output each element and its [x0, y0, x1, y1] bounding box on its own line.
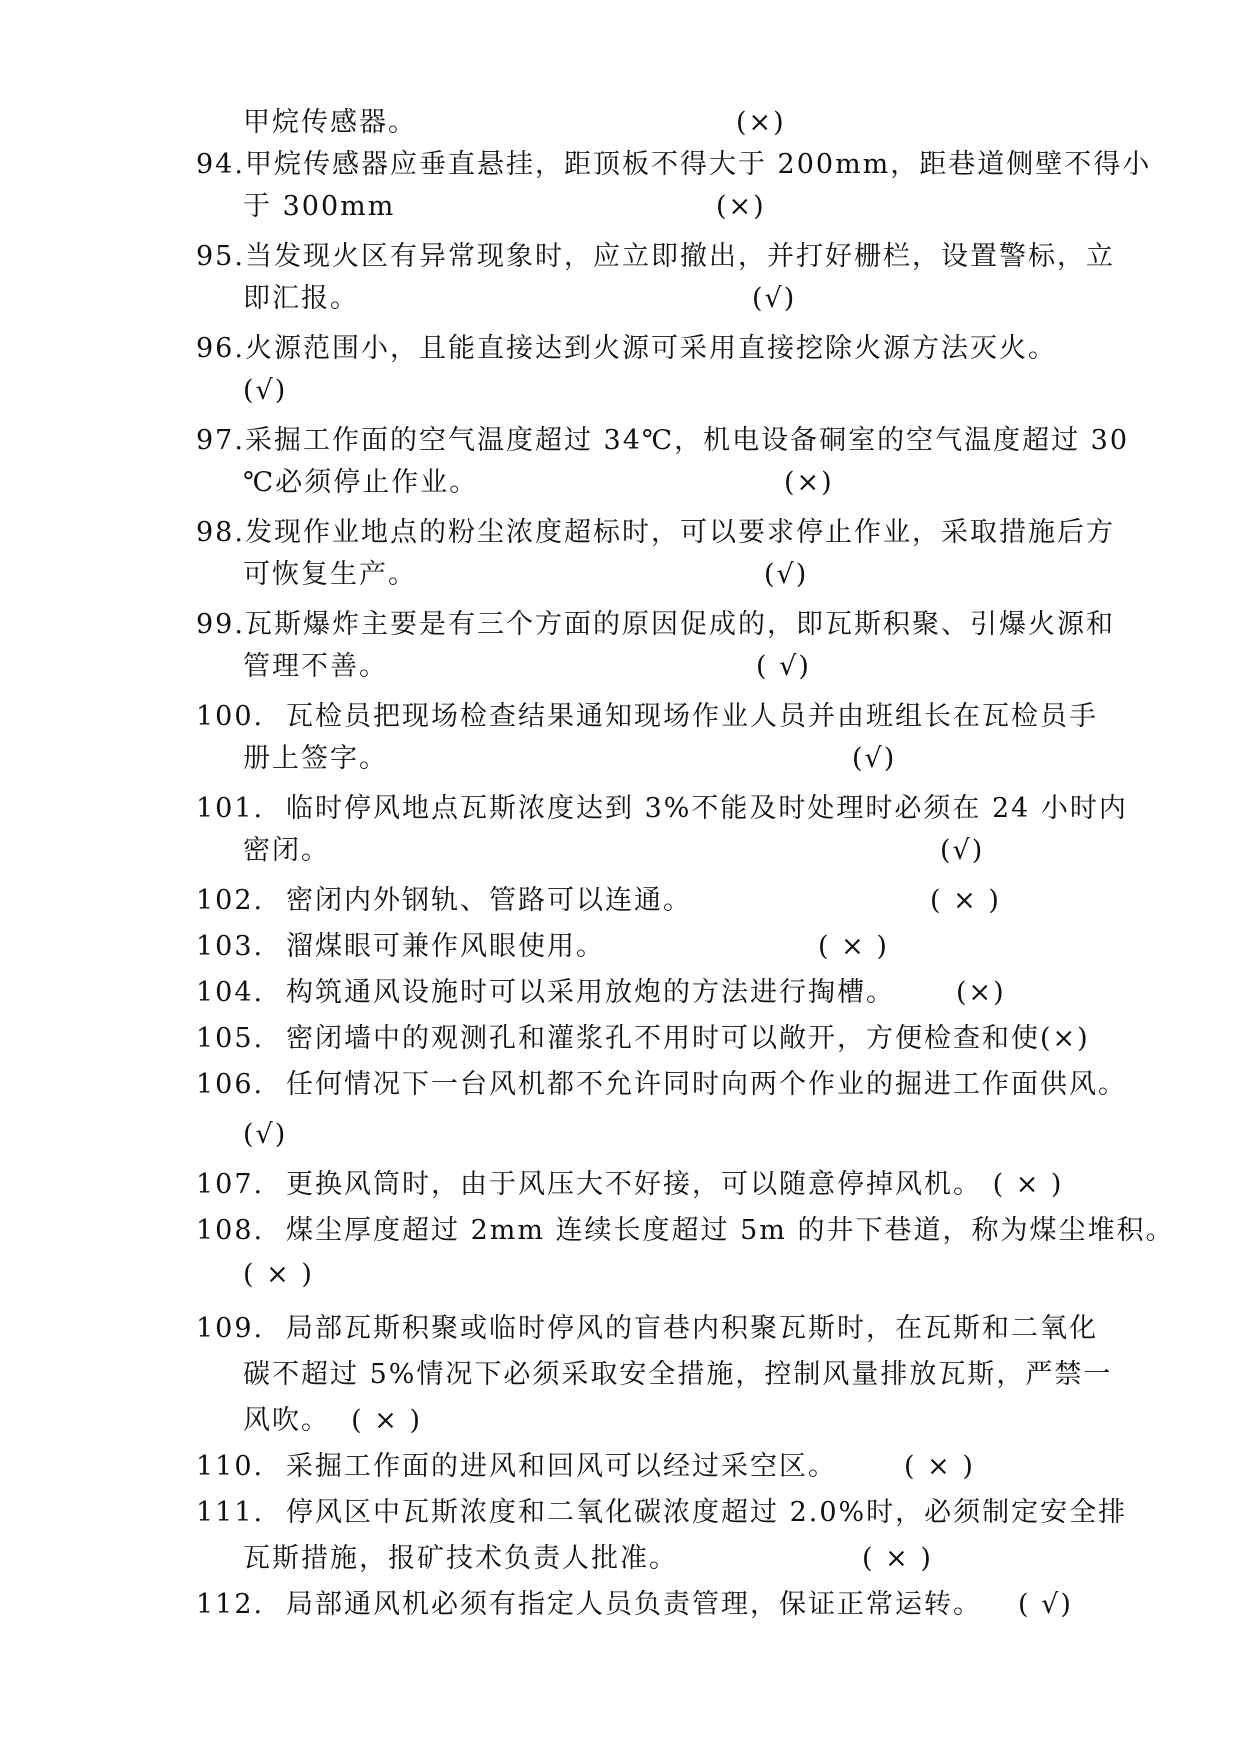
question-text: 密闭墙中的观测孔和灌浆孔不用时可以敞开，方便检查和使(×)	[286, 1023, 1090, 1054]
question-continuation	[243, 558, 417, 592]
question-text: 采掘工作面的进风和回风可以经过采空区。	[286, 1451, 837, 1482]
question-106	[196, 1068, 1127, 1102]
answer-mark: ( × )	[904, 1451, 975, 1482]
answer-mark: ( × )	[243, 1259, 314, 1290]
question-103	[196, 930, 605, 964]
question-text: 密闭内外钢轨、管路可以连通。	[286, 885, 692, 916]
question-continuation	[243, 1258, 314, 1292]
answer-mark: (×)	[736, 107, 786, 138]
question-text: 瓦检员把现场检查结果通知现场作业人员并由班组长在瓦检员手	[286, 701, 1098, 732]
answer-mark: ( √)	[756, 651, 811, 682]
question-105	[196, 1022, 1090, 1056]
question-97	[196, 424, 1129, 458]
question-number: 94.	[196, 149, 245, 180]
question-text: 煤尘厚度超过 2mm 连续长度超过 5m 的井下巷道，称为煤尘堆积。	[286, 1215, 1175, 1246]
question-continuation	[243, 190, 395, 224]
question-continuation	[243, 1542, 678, 1576]
question-text: 甲烷传感器。	[243, 107, 417, 138]
question-text: 册上签字。	[243, 743, 388, 774]
question-text: ℃必须停止作业。	[243, 467, 479, 498]
question-number: 100.	[196, 701, 265, 732]
question-96	[196, 332, 1057, 366]
question-104	[196, 976, 895, 1010]
answer-mark: (√)	[243, 375, 288, 406]
question-99	[196, 608, 1115, 642]
question-text: 即汇报。	[243, 283, 359, 314]
question-number: 99.	[196, 609, 245, 640]
question-continuation	[243, 650, 388, 684]
question-text: 更换风筒时，由于风压大不好接，可以随意停掉风机。 ( × )	[286, 1169, 1064, 1200]
question-number: 105.	[196, 1023, 265, 1054]
question-text: 局部通风机必须有指定人员负责管理，保证正常运转。	[286, 1589, 982, 1620]
question-110	[196, 1450, 837, 1484]
question-109	[196, 1312, 1098, 1346]
question-number: 103.	[196, 931, 265, 962]
question-number: 95.	[196, 241, 245, 272]
question-continuation	[243, 282, 359, 316]
question-number: 111.	[196, 1497, 265, 1528]
question-continuation	[243, 1404, 422, 1438]
question-98	[196, 516, 1115, 550]
question-text: 发现作业地点的粉尘浓度超标时，可以要求停止作业，采取措施后方	[244, 517, 1115, 548]
question-text: 火源范围小，且能直接达到火源可采用直接挖除火源方法灭火。	[244, 333, 1057, 364]
answer-mark: (×)	[784, 467, 834, 498]
answer-mark: (√)	[243, 1119, 288, 1150]
answer-mark: (×)	[716, 191, 766, 222]
question-text: 临时停风地点瓦斯浓度达到 3%不能及时处理时必须在 24 小时内	[286, 793, 1128, 824]
question-number: 101.	[196, 793, 265, 824]
question-text: 局部瓦斯积聚或临时停风的盲巷内积聚瓦斯时，在瓦斯和二氧化	[286, 1313, 1098, 1344]
question-text: 可恢复生产。	[243, 559, 417, 590]
question-102	[196, 884, 692, 918]
question-95	[196, 240, 1115, 274]
question-108	[196, 1214, 1175, 1248]
question-text: 碳不超过 5%情况下必须采取安全措施，控制风量排放瓦斯，严禁一	[243, 1359, 1113, 1390]
question-number: 112.	[196, 1589, 265, 1620]
question-continuation	[243, 374, 287, 408]
question-text: 采掘工作面的空气温度超过 34℃，机电设备硐室的空气温度超过 30	[244, 425, 1130, 456]
question-text: 于 300mm	[243, 191, 396, 222]
question-text: 构筑通风设施时可以采用放炮的方法进行掏槽。	[286, 977, 895, 1008]
question-number: 96.	[196, 333, 245, 364]
question-continuation	[243, 466, 478, 500]
question-text: 瓦斯爆炸主要是有三个方面的原因促成的，即瓦斯积聚、引爆火源和	[244, 609, 1115, 640]
question-continuation	[243, 106, 417, 140]
question-number: 98.	[196, 517, 245, 548]
question-continuation	[243, 834, 330, 868]
answer-mark: (√)	[752, 283, 797, 314]
answer-mark: ( √)	[1018, 1589, 1073, 1620]
question-text: 甲烷传感器应垂直悬挂，距顶板不得大于 200mm，距巷道侧壁不得小	[244, 149, 1152, 180]
question-continuation	[243, 1358, 1112, 1392]
question-text: 当发现火区有异常现象时，应立即撤出，并打好栅栏，设置警标，立	[244, 241, 1115, 272]
question-number: 104.	[196, 977, 265, 1008]
question-112	[196, 1588, 982, 1622]
question-text: 任何情况下一台风机都不允许同时向两个作业的掘进工作面供风。	[286, 1069, 1127, 1100]
question-number: 109.	[196, 1313, 265, 1344]
question-number: 107.	[196, 1169, 265, 1200]
answer-mark: ( × )	[818, 931, 889, 962]
question-text: 密闭。	[243, 835, 330, 866]
answer-mark: (√)	[764, 559, 809, 590]
answer-mark: (×)	[956, 977, 1006, 1008]
answer-mark: ( × )	[862, 1543, 933, 1574]
question-continuation	[243, 1118, 287, 1152]
question-107	[196, 1168, 1063, 1202]
question-number: 108.	[196, 1215, 265, 1246]
question-number: 110.	[196, 1451, 265, 1482]
question-text: 溜煤眼可兼作风眼使用。	[286, 931, 605, 962]
question-text: 瓦斯措施，报矿技术负责人批准。	[243, 1543, 678, 1574]
question-text: 停风区中瓦斯浓度和二氧化碳浓度超过 2.0%时，必须制定安全排	[286, 1497, 1128, 1528]
question-text: 管理不善。	[243, 651, 388, 682]
question-111	[196, 1496, 1127, 1530]
question-text: 风吹。 ( × )	[243, 1405, 423, 1436]
answer-mark: (√)	[940, 835, 985, 866]
answer-mark: (√)	[852, 743, 897, 774]
answer-mark: ( × )	[930, 885, 1001, 916]
question-94	[196, 148, 1151, 182]
question-number: 102.	[196, 885, 265, 916]
question-101	[196, 792, 1128, 826]
question-number: 97.	[196, 425, 245, 456]
question-number: 106.	[196, 1069, 265, 1100]
question-continuation	[243, 742, 388, 776]
question-100	[196, 700, 1098, 734]
